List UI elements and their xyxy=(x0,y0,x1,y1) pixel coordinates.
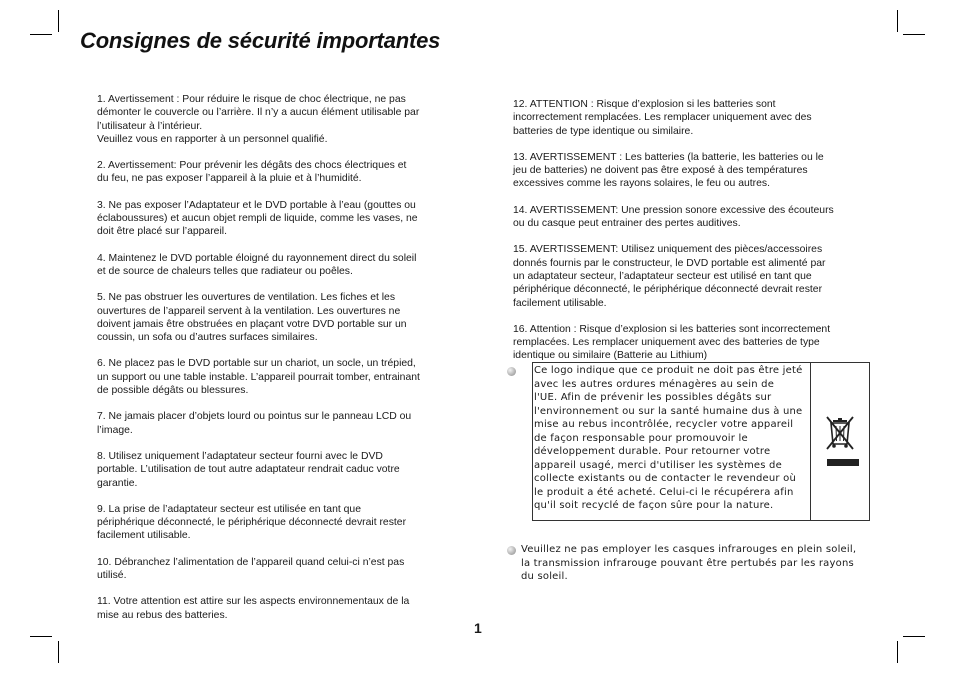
crop-mark xyxy=(58,641,59,663)
bullet-icon xyxy=(507,367,516,376)
page-number: 1 xyxy=(474,620,482,636)
bullet-icon xyxy=(507,546,516,555)
safety-item: 6. Ne placez pas le DVD portable sur un chariot, un socle, un trépied, un support ou une table instable. L’appareil pourrait tomber, entrainant de possible dégâts ou blessures. xyxy=(97,358,420,397)
safety-item: 14. AVERTISSEMENT: Une pression sonore excessive des écouteurs ou du casque peut entrainer des pertes auditives. xyxy=(513,204,834,230)
left-column xyxy=(97,93,452,635)
infrared-note-text: Veuillez ne pas employer les casques infrarouges en plein soleil, la transmission infrarouge pouvant être pertubés par les rayons du soleil. xyxy=(521,544,857,582)
safety-item: 16. Attention : Risque d’explosion si les batteries sont incorrectement remplacées. Les remplacer uniquement avec des batteries de type identique ou similaire (Batterie au Lithium) xyxy=(513,323,831,362)
infrared-note xyxy=(507,543,877,584)
safety-item: 11. Votre attention est attire sur les aspects environnementaux de la mise au rebus des batteries. xyxy=(97,596,410,621)
crop-mark xyxy=(58,10,59,32)
recycle-notice-box xyxy=(532,362,870,521)
recycle-notice-block xyxy=(507,362,870,520)
crop-mark xyxy=(903,34,925,35)
page-title: Consignes de sécurité importantes xyxy=(80,28,441,53)
safety-item: 13. AVERTISSEMENT : Les batteries (la batterie, les batteries ou le jeu de batteries) ne doivent pas être exposé à des températures excessives comme les rayons solaires, le feu ou autres. xyxy=(513,151,824,190)
crop-mark xyxy=(903,636,925,637)
safety-item: 5. Ne pas obstruer les ouvertures de ventilation. Les fiches et les ouvertures de l’appareil servent à la ventilation. Les ouvertures ne doivent jamais être obstruées en plaçant votre DVD portable sur un coussin, un sofa ou d’autres surfaces similaires. xyxy=(97,292,407,344)
safety-item: 10. Débranchez l’alimentation de l’appareil quand celui-ci n’est pas utilisé. xyxy=(97,556,405,582)
crop-mark xyxy=(30,34,52,35)
crop-mark xyxy=(897,641,898,663)
safety-item: 4. Maintenez le DVD portable éloigné du rayonnement direct du soleil et de source de chaleurs telles que radiateur ou poêles. xyxy=(97,252,417,277)
weee-crossed-bin-icon xyxy=(811,363,869,520)
safety-item: 7. Ne jamais placer d’objets lourd ou pointus sur le panneau LCD ou l’image. xyxy=(97,411,412,436)
recycle-notice-text: Ce logo indique que ce produit ne doit pas être jeté avec les autres ordures ménagères au sein de l'UE. Afin de prévenir les possibles dégâts sur l'environnement ou sur la santé humaine dus à une mise au rebus incontrôlée, recycler votre appareil de façon responsable pour promouvoir le développement durable. Pour retourner votre appareil usagé, merci d'utiliser les systèmes de collecte existants ou de contacter le revendeur où le produit a été acheté. Celui-ci le récupérera afin qu'il soit recyclé de façon sûre pour la nature. xyxy=(533,363,811,520)
safety-item: 9. La prise de l’adaptateur secteur est utilisée en tant que périphérique déconnecté, le périphérique déconnecté devrait rester facilement utilisable. xyxy=(97,503,407,542)
safety-item: 1. Avertissement : Pour réduire le risque de choc électrique, ne pas démonter le couvercle ou l’arrière. Il n’y a aucun élément utilisable par l’utilisateur à l’intérieur. Veuillez vous en rapporter à un personnel qualifié. xyxy=(97,94,420,145)
safety-item: 12. ATTENTION : Risque d’explosion si les batteries sont incorrectement remplacées. Les remplacer uniquement avec des batteries de type identique ou similaire. xyxy=(513,99,812,137)
right-column xyxy=(513,98,863,376)
safety-item: 3. Ne pas exposer l’Adaptateur et le DVD portable à l’eau (gouttes ou éclaboussures) et aucun objet rempli de liquide, comme les vases, ne doit être placé sur l’appareil. xyxy=(97,199,418,238)
safety-item: 2. Avertissement: Pour prévenir les dégâts des chocs électriques et du feu, ne pas exposer l’appareil à la pluie et à l’humidité. xyxy=(97,160,407,185)
safety-item: 8. Utilisez uniquement l’adaptateur secteur fourni avec le DVD portable. L’utilisation de tout autre adaptateur rendrait caduc votre garantie. xyxy=(97,450,400,489)
safety-item: 15. AVERTISSEMENT: Utilisez uniquement des pièces/accessoires donnés fournis par le constructeur, le DVD portable est alimenté par un adaptateur secteur, l’adaptateur secteur est utilisé en tant que périphérique déconnecté, le périphérique déconnecté devrait rester facilement utilisable. xyxy=(513,244,826,309)
crop-mark xyxy=(30,636,52,637)
crop-mark xyxy=(897,10,898,32)
